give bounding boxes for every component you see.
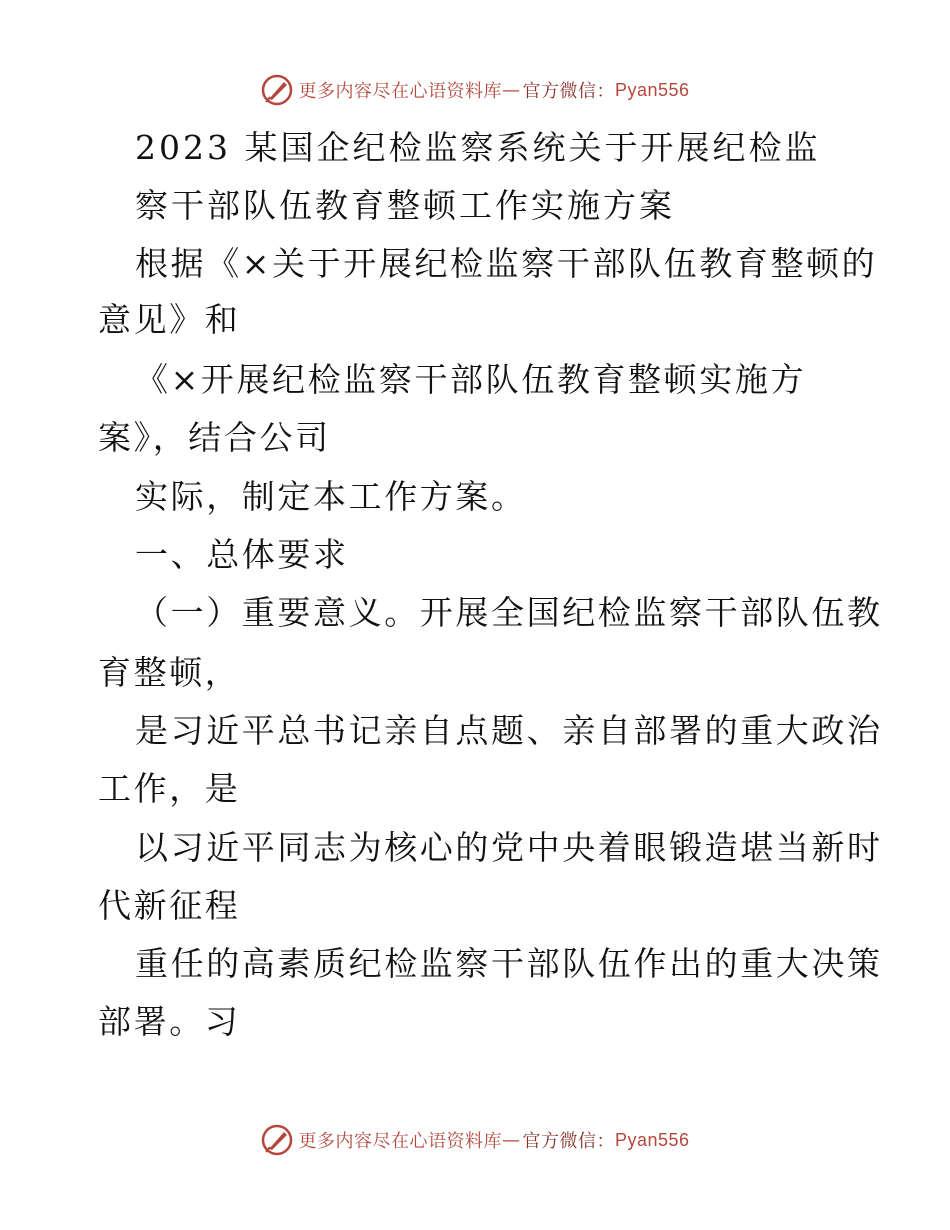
body-line: 工作，是	[98, 769, 241, 808]
body-line: （一）重要意义。开展全国纪检监察干部队伍教	[135, 593, 883, 632]
body-line: 代新征程	[98, 886, 241, 925]
watermark-banner-bottom	[0, 1120, 950, 1160]
doc-title-line-1: 2023 某国企纪检监察系统关于开展纪检监	[135, 128, 821, 167]
body-line: 是习近平总书记亲自点题、亲自部署的重大政治	[135, 711, 883, 750]
watermark-dash: —	[501, 79, 521, 101]
body-line: 根据《×关于开展纪检监察干部队伍教育整顿的	[135, 244, 878, 283]
body-line: 育整顿，	[98, 653, 241, 692]
watermark-wechat-label: 官方微信：	[522, 81, 615, 102]
body-line: 实际，制定本工作方案。	[135, 477, 527, 516]
body-line: 案》，结合公司	[98, 418, 331, 457]
quill-pen-circle-icon	[260, 1123, 294, 1157]
watermark-wechat-label: 官方微信：	[522, 1131, 615, 1152]
section-heading: 一、总体要求	[135, 535, 349, 574]
body-line: 意见》和	[98, 300, 241, 339]
body-line: 重任的高素质纪检监察干部队伍作出的重大决策	[135, 944, 883, 983]
watermark-wechat-id: Pyan556	[614, 79, 690, 100]
watermark-text: 更多内容尽在心语资料库	[298, 81, 502, 102]
quill-pen-circle-icon	[260, 73, 294, 107]
watermark-wechat-id: Pyan556	[614, 1129, 690, 1150]
doc-title-line-2: 察干部队伍教育整顿工作实施方案	[135, 186, 675, 225]
body-line: 《×开展纪检监察干部队伍教育整顿实施方	[135, 360, 807, 399]
watermark-banner-top	[0, 70, 950, 110]
body-line: 部署。习	[98, 1002, 241, 1041]
body-line: 以习近平同志为核心的党中央着眼锻造堪当新时	[135, 828, 883, 867]
watermark-dash: —	[501, 1129, 521, 1151]
watermark-text: 更多内容尽在心语资料库	[298, 1131, 502, 1152]
